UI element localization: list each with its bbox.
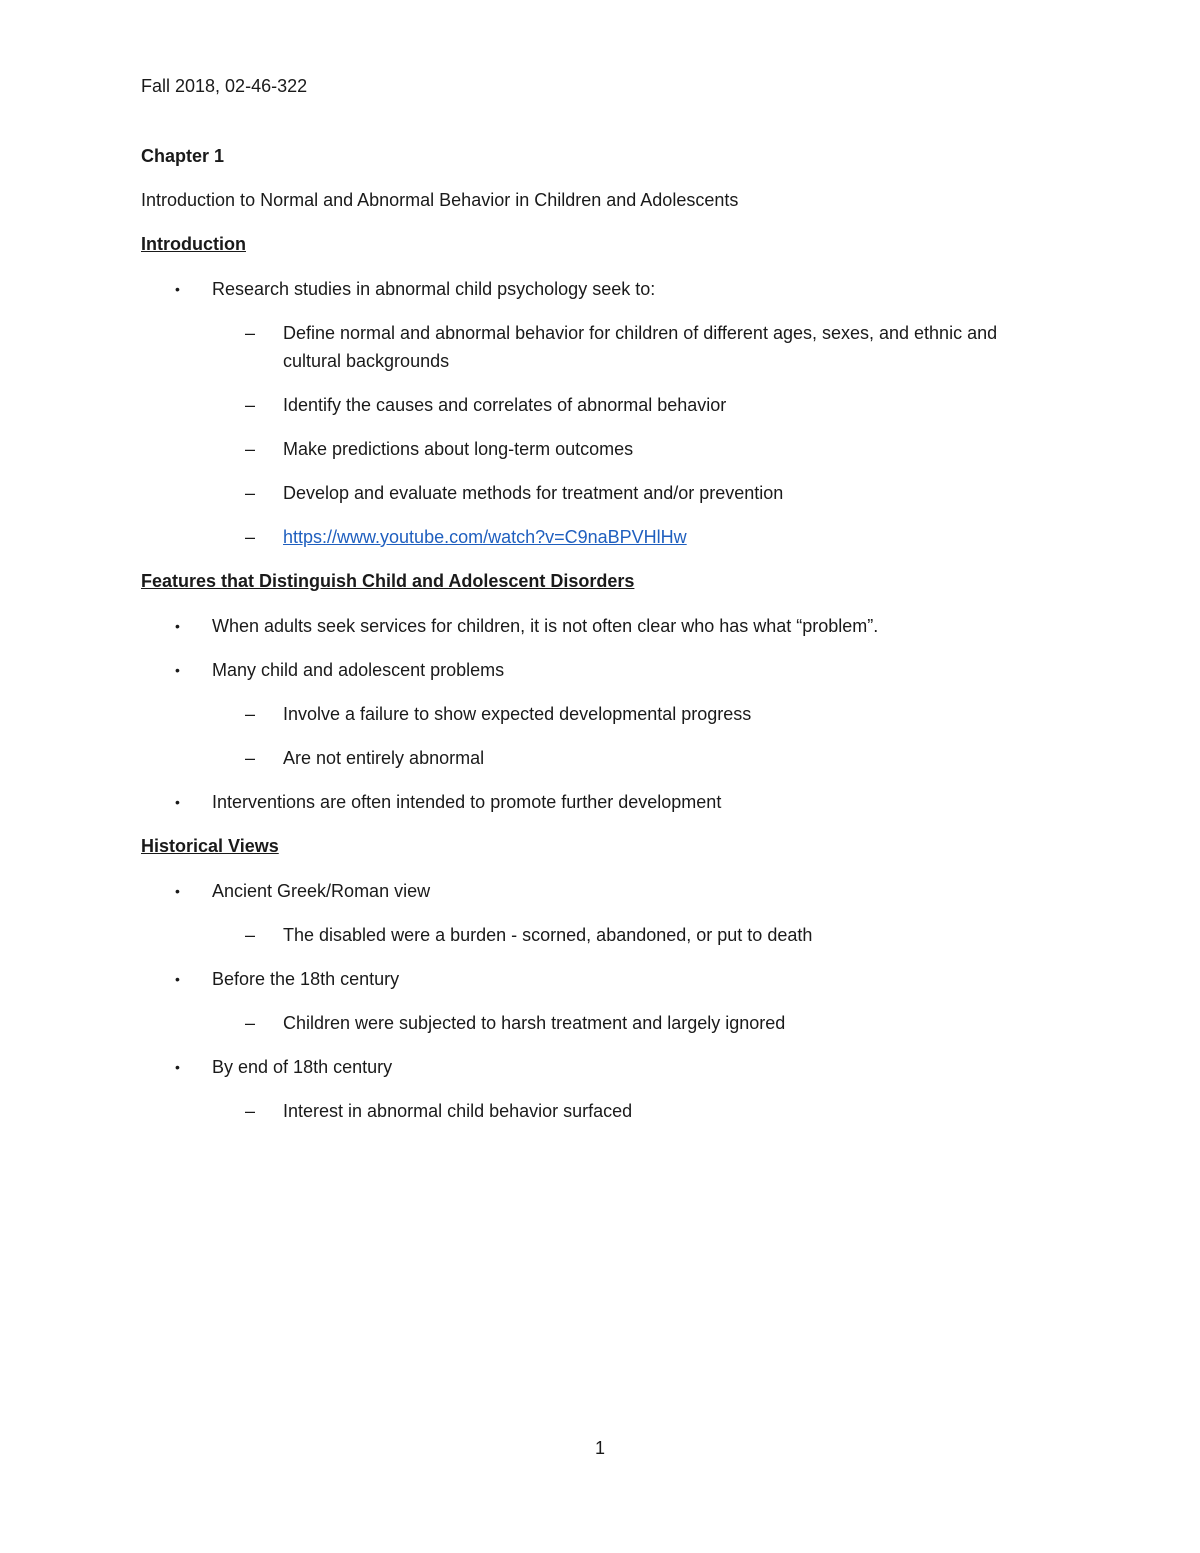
dash-mark: – [245, 323, 256, 343]
sub-item [212, 319, 1043, 375]
dash-mark: – [245, 483, 256, 503]
sub-item [212, 744, 1043, 772]
bullet-mark: • [175, 662, 180, 678]
bullet-text: When adults seek services for children, it is not often clear who has what “problem”. [212, 616, 879, 636]
sub-text: Involve a failure to show expected developmental progress [283, 704, 752, 724]
sub-text: Interest in abnormal child behavior surfaced [283, 1101, 633, 1121]
youtube-link[interactable]: https://www.youtube.com/watch?v=C9naBPVHlHw [283, 527, 687, 547]
sub-item [212, 700, 1043, 728]
bullet-text: Ancient Greek/Roman view [212, 881, 431, 901]
bullet-mark: • [175, 281, 180, 297]
document-content [141, 72, 1041, 1141]
bullet-text: By end of 18th century [212, 1057, 393, 1077]
dash-mark: – [245, 748, 256, 768]
dash-mark: – [245, 1013, 256, 1033]
bullet-item [141, 788, 1041, 816]
sub-text: Children were subjected to harsh treatment and largely ignored [283, 1013, 786, 1033]
section-heading-historical-views: Historical Views [141, 836, 279, 856]
bullet-item [141, 965, 1041, 1037]
bullet-list [141, 275, 1041, 551]
bullet-item [141, 275, 1041, 551]
sub-item [212, 435, 1043, 463]
sub-text: The disabled were a burden - scorned, abandoned, or put to death [283, 925, 813, 945]
course-header: Fall 2018, 02-46-322 [141, 76, 308, 96]
dash-mark: – [245, 1101, 256, 1121]
sub-text: Make predictions about long-term outcomes [283, 439, 634, 459]
bullet-list [141, 877, 1041, 1125]
page-number: 1 [594, 1438, 605, 1458]
bullet-text: Before the 18th century [212, 969, 400, 989]
dash-mark: – [245, 704, 256, 724]
bullet-mark: • [175, 794, 180, 810]
bullet-mark: • [175, 971, 180, 987]
sub-text: Define normal and abnormal behavior for children of different ages, sexes, and ethnic and cultural backgrounds [283, 323, 998, 371]
sub-item [212, 921, 1043, 949]
bullet-mark: • [175, 1059, 180, 1075]
bullet-mark: • [175, 618, 180, 634]
dash-mark: – [245, 439, 256, 459]
bullet-list [141, 612, 1041, 816]
sub-text: Identify the causes and correlates of abnormal behavior [283, 395, 727, 415]
sub-list [212, 921, 1041, 949]
sub-text: Are not entirely abnormal [283, 748, 485, 768]
bullet-item [141, 1053, 1041, 1125]
bullet-text: Interventions are often intended to promote further development [212, 792, 722, 812]
section-heading-introduction: Introduction [141, 234, 246, 254]
sub-item [212, 391, 1043, 419]
sub-list [212, 1097, 1041, 1125]
chapter-subtitle: Introduction to Normal and Abnormal Behavior in Children and Adolescents [141, 190, 739, 210]
sub-text: Develop and evaluate methods for treatment and/or prevention [283, 483, 784, 503]
sub-item [212, 523, 1043, 551]
dash-mark: – [245, 527, 256, 547]
bullet-item [141, 612, 1041, 640]
bullet-text: Research studies in abnormal child psychology seek to: [212, 279, 656, 299]
section-heading-features: Features that Distinguish Child and Adolescent Disorders [141, 571, 635, 591]
bullet-item [141, 656, 1041, 772]
sub-list [212, 1009, 1041, 1037]
dash-mark: – [245, 925, 256, 945]
bullet-mark: • [175, 883, 180, 899]
sub-list [212, 319, 1041, 551]
bullet-item [141, 877, 1041, 949]
chapter-title: Chapter 1 [141, 146, 225, 166]
sub-item [212, 1009, 1043, 1037]
sub-item [212, 1097, 1043, 1125]
sub-item [212, 479, 1043, 507]
dash-mark: – [245, 395, 256, 415]
bullet-text: Many child and adolescent problems [212, 660, 505, 680]
sub-list [212, 700, 1041, 772]
